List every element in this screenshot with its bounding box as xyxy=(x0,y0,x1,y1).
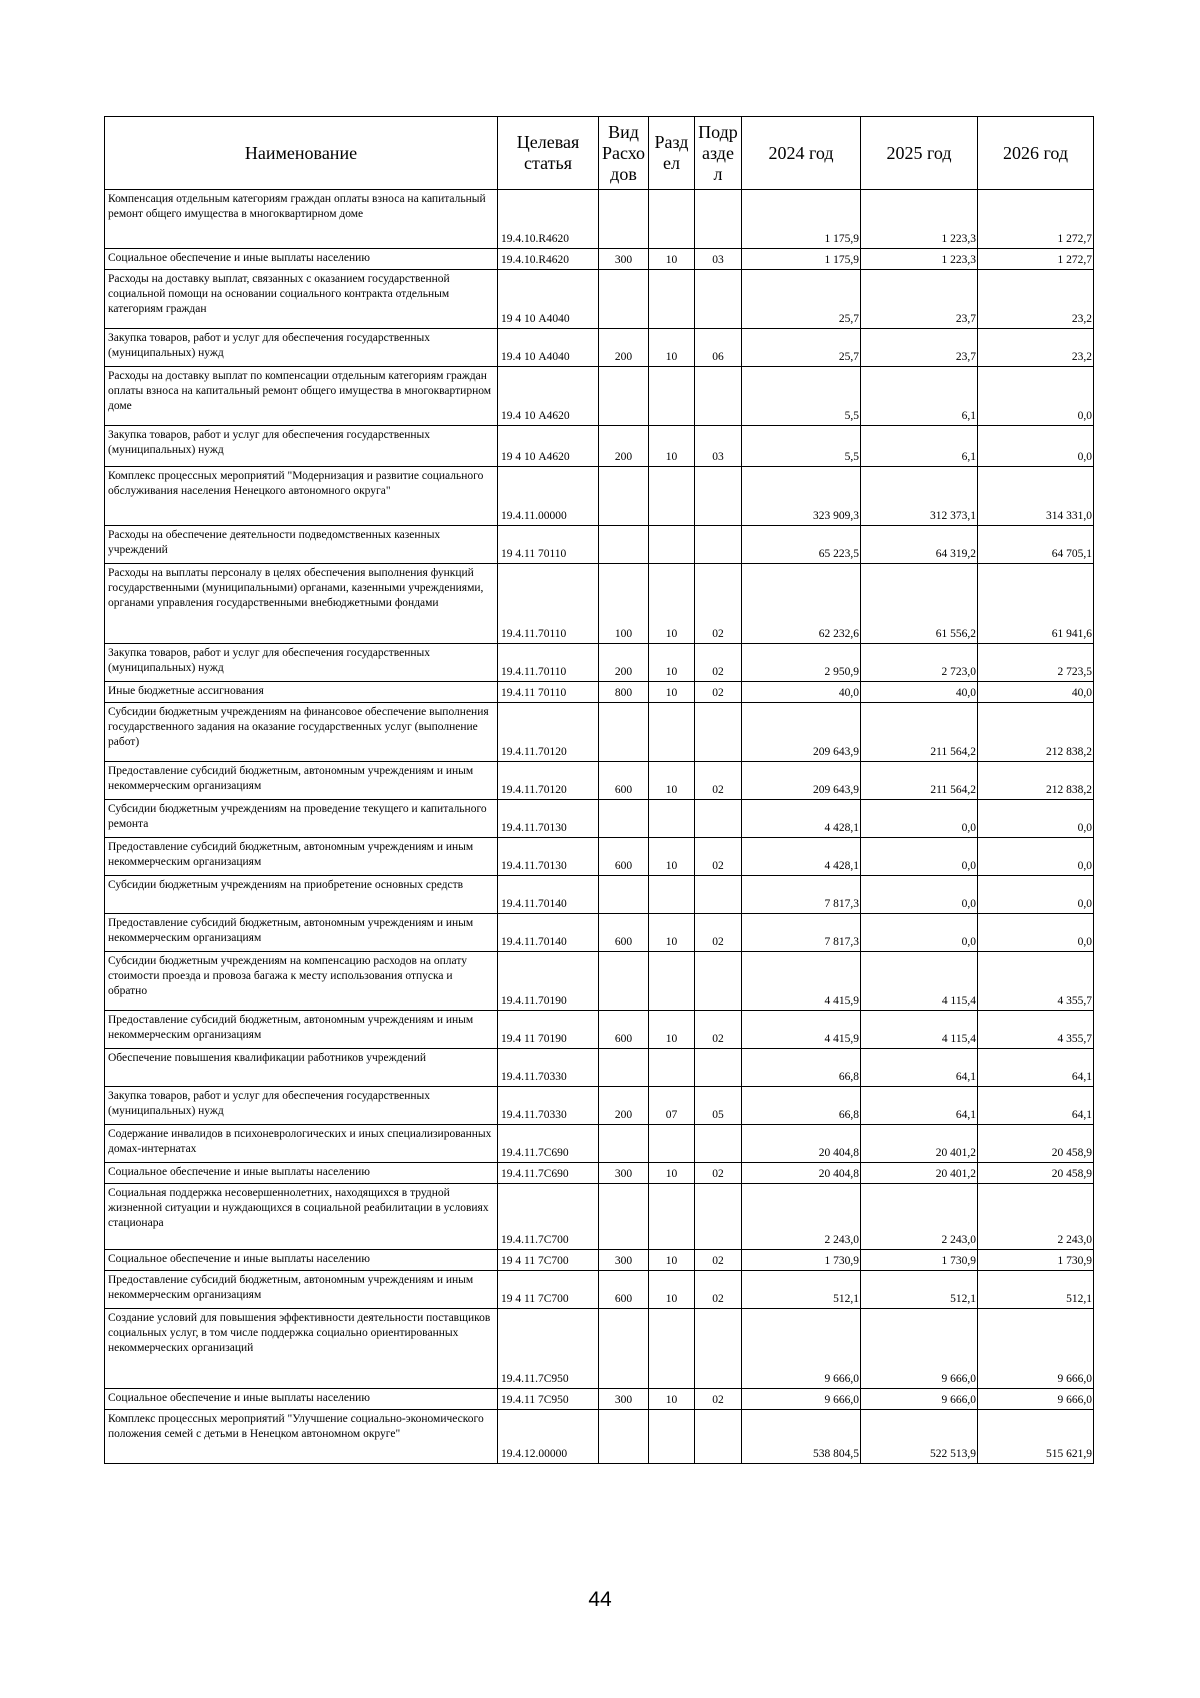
row-value-2026: 212 838,2 xyxy=(978,703,1094,762)
row-name: Субсидии бюджетным учреждениям на финансовое обеспечение выполнения государственного задания на оказание государственных услуг (выполнение работ) xyxy=(105,703,498,762)
row-value-2025: 2 243,0 xyxy=(861,1184,978,1250)
row-value-2025: 211 564,2 xyxy=(861,703,978,762)
table-row xyxy=(105,800,1094,838)
table-row xyxy=(105,1125,1094,1163)
row-value-2026: 20 458,9 xyxy=(978,1125,1094,1163)
row-target-article: 19.4.11.7С690 xyxy=(498,1163,599,1184)
row-target-article: 19 4 11 7С700 xyxy=(498,1271,599,1309)
row-value-2026: 23,2 xyxy=(978,329,1094,367)
row-section xyxy=(649,190,695,249)
row-value-2026: 515 621,9 xyxy=(978,1410,1094,1464)
row-target-article: 19.4.10.R4620 xyxy=(498,249,599,270)
row-name: Создание условий для повышения эффективности деятельности поставщиков социальных услуг, в том числе поддержка социально ориентированных некоммерческих организаций xyxy=(105,1309,498,1389)
row-target-article: 19.4.12.00000 xyxy=(498,1410,599,1464)
row-expense-type: 800 xyxy=(599,682,649,703)
row-value-2025: 0,0 xyxy=(861,838,978,876)
row-value-2026: 0,0 xyxy=(978,800,1094,838)
row-name: Социальное обеспечение и иные выплаты населению xyxy=(105,1250,498,1271)
row-value-2026: 64 705,1 xyxy=(978,526,1094,564)
row-subsection xyxy=(695,367,742,426)
row-subsection: 02 xyxy=(695,1250,742,1271)
table-row xyxy=(105,367,1094,426)
row-subsection: 03 xyxy=(695,249,742,270)
row-name: Закупка товаров, работ и услуг для обеспечения государственных (муниципальных) нужд xyxy=(105,644,498,682)
row-subsection: 02 xyxy=(695,914,742,952)
row-name: Содержание инвалидов в психоневрологических и иных специализированных домах-интернатах xyxy=(105,1125,498,1163)
row-target-article: 19.4 11 70190 xyxy=(498,1011,599,1049)
table-row xyxy=(105,1389,1094,1410)
row-value-2024: 2 243,0 xyxy=(742,1184,861,1250)
row-value-2024: 4 428,1 xyxy=(742,800,861,838)
row-section xyxy=(649,467,695,526)
row-section xyxy=(649,1125,695,1163)
row-target-article: 19.4.11.00000 xyxy=(498,467,599,526)
table-row xyxy=(105,467,1094,526)
row-name: Расходы на выплаты персоналу в целях обеспечения выполнения функций государственными (муниципальными) органами, казенными учреждениями, органами управления государственными внебюджетными фондами xyxy=(105,564,498,644)
row-name: Иные бюджетные ассигнования xyxy=(105,682,498,703)
row-value-2026: 4 355,7 xyxy=(978,952,1094,1011)
row-subsection xyxy=(695,467,742,526)
row-value-2026: 40,0 xyxy=(978,682,1094,703)
table-row xyxy=(105,1011,1094,1049)
row-section: 10 xyxy=(649,1250,695,1271)
row-value-2024: 1 730,9 xyxy=(742,1250,861,1271)
row-value-2025: 64 319,2 xyxy=(861,526,978,564)
table-row xyxy=(105,876,1094,914)
row-value-2025: 23,7 xyxy=(861,329,978,367)
row-value-2025: 9 666,0 xyxy=(861,1309,978,1389)
table-row xyxy=(105,1049,1094,1087)
table-row xyxy=(105,838,1094,876)
row-value-2024: 25,7 xyxy=(742,270,861,329)
row-target-article: 19 4 11 7С700 xyxy=(498,1250,599,1271)
row-expense-type xyxy=(599,270,649,329)
row-subsection xyxy=(695,800,742,838)
row-value-2025: 64,1 xyxy=(861,1049,978,1087)
row-section xyxy=(649,800,695,838)
header-year-2024: 2024 год xyxy=(742,117,861,190)
row-value-2025: 6,1 xyxy=(861,426,978,467)
row-value-2024: 65 223,5 xyxy=(742,526,861,564)
row-subsection xyxy=(695,952,742,1011)
row-value-2026: 0,0 xyxy=(978,838,1094,876)
row-expense-type: 100 xyxy=(599,564,649,644)
row-expense-type xyxy=(599,467,649,526)
header-subsection: Подр азде л xyxy=(695,117,742,190)
row-value-2026: 512,1 xyxy=(978,1271,1094,1309)
table-row xyxy=(105,703,1094,762)
row-expense-type: 300 xyxy=(599,1163,649,1184)
table-row xyxy=(105,526,1094,564)
row-target-article: 19 4 10 А4620 xyxy=(498,426,599,467)
row-name: Расходы на доставку выплат по компенсации отдельным категориям граждан оплаты взноса на капитальный ремонт общего имущества в многоквартирном доме xyxy=(105,367,498,426)
row-target-article: 19.4.11.70130 xyxy=(498,800,599,838)
row-name: Расходы на доставку выплат, связанных с оказанием государственной социальной помощи на основании социального контракта отдельным категориям граждан xyxy=(105,270,498,329)
row-name: Предоставление субсидий бюджетным, автономным учреждениям и иным некоммерческим организациям xyxy=(105,914,498,952)
row-value-2025: 312 373,1 xyxy=(861,467,978,526)
row-target-article: 19.4.11.70130 xyxy=(498,838,599,876)
row-value-2026: 9 666,0 xyxy=(978,1389,1094,1410)
row-value-2025: 9 666,0 xyxy=(861,1389,978,1410)
row-value-2026: 0,0 xyxy=(978,876,1094,914)
row-target-article: 19.4.11.7С700 xyxy=(498,1184,599,1250)
row-value-2026: 2 723,5 xyxy=(978,644,1094,682)
row-expense-type xyxy=(599,952,649,1011)
row-subsection xyxy=(695,190,742,249)
row-value-2025: 61 556,2 xyxy=(861,564,978,644)
table-row xyxy=(105,190,1094,249)
row-section: 10 xyxy=(649,564,695,644)
row-target-article: 19 4 10 А4040 xyxy=(498,270,599,329)
row-value-2024: 20 404,8 xyxy=(742,1125,861,1163)
row-value-2026: 0,0 xyxy=(978,426,1094,467)
row-section xyxy=(649,1049,695,1087)
table-row xyxy=(105,249,1094,270)
header-section: Разд ел xyxy=(649,117,695,190)
row-name: Субсидии бюджетным учреждениям на проведение текущего и капитального ремонта xyxy=(105,800,498,838)
row-value-2025: 20 401,2 xyxy=(861,1125,978,1163)
row-section xyxy=(649,526,695,564)
row-target-article: 19.4.11.7С690 xyxy=(498,1125,599,1163)
row-name: Предоставление субсидий бюджетным, автономным учреждениям и иным некоммерческим организациям xyxy=(105,1011,498,1049)
row-section xyxy=(649,1309,695,1389)
row-subsection xyxy=(695,876,742,914)
row-expense-type: 300 xyxy=(599,249,649,270)
row-value-2026: 0,0 xyxy=(978,914,1094,952)
row-expense-type: 600 xyxy=(599,1011,649,1049)
row-subsection: 02 xyxy=(695,564,742,644)
table-row xyxy=(105,1163,1094,1184)
budget-table xyxy=(104,116,1094,1464)
row-value-2024: 4 415,9 xyxy=(742,1011,861,1049)
row-value-2024: 66,8 xyxy=(742,1049,861,1087)
row-name: Социальная поддержка несовершеннолетних, находящихся в трудной жизненной ситуации и нуждающихся в социальной реабилитации в условиях стационара xyxy=(105,1184,498,1250)
row-subsection: 02 xyxy=(695,1389,742,1410)
row-name: Социальное обеспечение и иные выплаты населению xyxy=(105,1389,498,1410)
row-value-2024: 1 175,9 xyxy=(742,249,861,270)
row-value-2025: 23,7 xyxy=(861,270,978,329)
row-section xyxy=(649,1410,695,1464)
row-expense-type: 300 xyxy=(599,1250,649,1271)
row-subsection: 02 xyxy=(695,1163,742,1184)
row-expense-type xyxy=(599,876,649,914)
row-value-2024: 9 666,0 xyxy=(742,1309,861,1389)
table-row xyxy=(105,682,1094,703)
row-value-2025: 1 223,3 xyxy=(861,249,978,270)
row-subsection xyxy=(695,1125,742,1163)
row-expense-type xyxy=(599,703,649,762)
row-expense-type xyxy=(599,1125,649,1163)
row-subsection xyxy=(695,1309,742,1389)
table-row xyxy=(105,1184,1094,1250)
row-target-article: 19.4.10.R4620 xyxy=(498,190,599,249)
row-section: 07 xyxy=(649,1087,695,1125)
row-value-2026: 20 458,9 xyxy=(978,1163,1094,1184)
header-name: Наименование xyxy=(105,117,498,190)
row-target-article: 19 4.11 70110 xyxy=(498,526,599,564)
row-value-2025: 64,1 xyxy=(861,1087,978,1125)
row-target-article: 19.4.11.70140 xyxy=(498,914,599,952)
row-section: 10 xyxy=(649,682,695,703)
row-section xyxy=(649,703,695,762)
row-value-2025: 522 513,9 xyxy=(861,1410,978,1464)
table-row xyxy=(105,1410,1094,1464)
row-expense-type: 600 xyxy=(599,838,649,876)
row-value-2025: 512,1 xyxy=(861,1271,978,1309)
row-value-2025: 4 115,4 xyxy=(861,952,978,1011)
row-expense-type: 600 xyxy=(599,762,649,800)
row-target-article: 19.4.11.7С950 xyxy=(498,1309,599,1389)
row-value-2025: 2 723,0 xyxy=(861,644,978,682)
row-target-article: 19.4.11.70110 xyxy=(498,564,599,644)
row-value-2025: 20 401,2 xyxy=(861,1163,978,1184)
row-expense-type: 300 xyxy=(599,1389,649,1410)
row-value-2026: 23,2 xyxy=(978,270,1094,329)
row-section: 10 xyxy=(649,914,695,952)
row-expense-type: 200 xyxy=(599,1087,649,1125)
row-name: Социальное обеспечение и иные выплаты населению xyxy=(105,249,498,270)
row-section xyxy=(649,1184,695,1250)
row-subsection xyxy=(695,703,742,762)
row-value-2024: 1 175,9 xyxy=(742,190,861,249)
row-value-2026: 4 355,7 xyxy=(978,1011,1094,1049)
row-value-2024: 7 817,3 xyxy=(742,876,861,914)
row-expense-type: 200 xyxy=(599,644,649,682)
row-value-2024: 209 643,9 xyxy=(742,703,861,762)
row-value-2026: 0,0 xyxy=(978,367,1094,426)
table-row xyxy=(105,564,1094,644)
row-section: 10 xyxy=(649,1163,695,1184)
row-expense-type xyxy=(599,190,649,249)
row-target-article: 19.4.11.70190 xyxy=(498,952,599,1011)
row-section: 10 xyxy=(649,644,695,682)
row-name: Субсидии бюджетным учреждениям на приобретение основных средств xyxy=(105,876,498,914)
table-row xyxy=(105,270,1094,329)
row-section: 10 xyxy=(649,1271,695,1309)
row-value-2025: 211 564,2 xyxy=(861,762,978,800)
row-subsection: 05 xyxy=(695,1087,742,1125)
row-subsection: 02 xyxy=(695,1271,742,1309)
row-section: 10 xyxy=(649,249,695,270)
row-expense-type xyxy=(599,1049,649,1087)
row-section xyxy=(649,367,695,426)
row-value-2026: 314 331,0 xyxy=(978,467,1094,526)
row-value-2024: 323 909,3 xyxy=(742,467,861,526)
row-name: Обеспечение повышения квалификации работников учреждений xyxy=(105,1049,498,1087)
row-expense-type: 200 xyxy=(599,426,649,467)
table-row xyxy=(105,952,1094,1011)
header-target-article: Целевая статья xyxy=(498,117,599,190)
row-target-article: 19.4.11.70140 xyxy=(498,876,599,914)
row-expense-type xyxy=(599,1309,649,1389)
row-value-2025: 40,0 xyxy=(861,682,978,703)
row-value-2025: 4 115,4 xyxy=(861,1011,978,1049)
table-header xyxy=(105,117,1094,190)
row-value-2025: 0,0 xyxy=(861,800,978,838)
row-section: 10 xyxy=(649,426,695,467)
row-subsection xyxy=(695,1184,742,1250)
table-row xyxy=(105,1250,1094,1271)
row-value-2026: 64,1 xyxy=(978,1087,1094,1125)
row-value-2026: 2 243,0 xyxy=(978,1184,1094,1250)
row-subsection: 02 xyxy=(695,762,742,800)
row-section: 10 xyxy=(649,838,695,876)
row-section xyxy=(649,952,695,1011)
row-subsection xyxy=(695,270,742,329)
row-value-2024: 9 666,0 xyxy=(742,1389,861,1410)
row-value-2025: 1 730,9 xyxy=(861,1250,978,1271)
row-value-2024: 62 232,6 xyxy=(742,564,861,644)
table-row xyxy=(105,644,1094,682)
row-value-2024: 66,8 xyxy=(742,1087,861,1125)
row-section: 10 xyxy=(649,1011,695,1049)
row-value-2024: 20 404,8 xyxy=(742,1163,861,1184)
row-value-2024: 2 950,9 xyxy=(742,644,861,682)
row-value-2024: 7 817,3 xyxy=(742,914,861,952)
row-subsection: 02 xyxy=(695,1011,742,1049)
row-name: Компенсация отдельным категориям граждан оплаты взноса на капитальный ремонт общего имущества в многоквартирном доме xyxy=(105,190,498,249)
row-value-2024: 5,5 xyxy=(742,367,861,426)
row-value-2024: 538 804,5 xyxy=(742,1410,861,1464)
row-name: Предоставление субсидий бюджетным, автономным учреждениям и иным некоммерческим организациям xyxy=(105,838,498,876)
row-value-2026: 1 272,7 xyxy=(978,190,1094,249)
row-section: 10 xyxy=(649,1389,695,1410)
row-expense-type xyxy=(599,526,649,564)
table-row xyxy=(105,1087,1094,1125)
row-expense-type xyxy=(599,367,649,426)
row-value-2024: 25,7 xyxy=(742,329,861,367)
row-target-article: 19.4.11.70110 xyxy=(498,644,599,682)
row-value-2026: 1 730,9 xyxy=(978,1250,1094,1271)
row-value-2024: 512,1 xyxy=(742,1271,861,1309)
row-value-2025: 0,0 xyxy=(861,914,978,952)
table-row xyxy=(105,329,1094,367)
row-value-2026: 61 941,6 xyxy=(978,564,1094,644)
row-subsection xyxy=(695,1410,742,1464)
row-subsection xyxy=(695,526,742,564)
row-name: Закупка товаров, работ и услуг для обеспечения государственных (муниципальных) нужд xyxy=(105,1087,498,1125)
row-value-2025: 0,0 xyxy=(861,876,978,914)
row-subsection xyxy=(695,1049,742,1087)
table-row xyxy=(105,914,1094,952)
row-expense-type: 600 xyxy=(599,1271,649,1309)
row-name: Субсидии бюджетным учреждениям на компенсацию расходов на оплату стоимости проезда и провоза багажа к месту использования отпуска и обратно xyxy=(105,952,498,1011)
row-value-2026: 64,1 xyxy=(978,1049,1094,1087)
row-name: Расходы на обеспечение деятельности подведомственных казенных учреждений xyxy=(105,526,498,564)
header-expense-type: Вид Расхо дов xyxy=(599,117,649,190)
row-value-2024: 4 428,1 xyxy=(742,838,861,876)
header-year-2026: 2026 год xyxy=(978,117,1094,190)
row-section xyxy=(649,876,695,914)
row-value-2024: 4 415,9 xyxy=(742,952,861,1011)
row-value-2024: 5,5 xyxy=(742,426,861,467)
row-value-2024: 209 643,9 xyxy=(742,762,861,800)
row-expense-type: 200 xyxy=(599,329,649,367)
row-target-article: 19.4.11.70120 xyxy=(498,703,599,762)
row-name: Предоставление субсидий бюджетным, автономным учреждениям и иным некоммерческим организациям xyxy=(105,762,498,800)
row-expense-type xyxy=(599,1410,649,1464)
row-section: 10 xyxy=(649,329,695,367)
table-row xyxy=(105,1309,1094,1389)
row-value-2026: 1 272,7 xyxy=(978,249,1094,270)
row-name: Комплекс процессных мероприятий "Улучшение социально-экономического положения семей с детьми в Ненецком автономном округе" xyxy=(105,1410,498,1464)
row-name: Закупка товаров, работ и услуг для обеспечения государственных (муниципальных) нужд xyxy=(105,426,498,467)
row-subsection: 02 xyxy=(695,838,742,876)
table-body xyxy=(105,190,1094,1464)
row-target-article: 19.4.11.70330 xyxy=(498,1049,599,1087)
row-value-2026: 212 838,2 xyxy=(978,762,1094,800)
row-target-article: 19.4 10 А4040 xyxy=(498,329,599,367)
row-target-article: 19.4.11.70330 xyxy=(498,1087,599,1125)
table-row xyxy=(105,762,1094,800)
row-expense-type xyxy=(599,800,649,838)
row-subsection: 03 xyxy=(695,426,742,467)
row-value-2025: 1 223,3 xyxy=(861,190,978,249)
row-name: Закупка товаров, работ и услуг для обеспечения государственных (муниципальных) нужд xyxy=(105,329,498,367)
header-year-2025: 2025 год xyxy=(861,117,978,190)
row-target-article: 19.4 10 А4620 xyxy=(498,367,599,426)
row-subsection: 02 xyxy=(695,682,742,703)
table-row xyxy=(105,1271,1094,1309)
row-value-2025: 6,1 xyxy=(861,367,978,426)
row-subsection: 06 xyxy=(695,329,742,367)
row-subsection: 02 xyxy=(695,644,742,682)
row-value-2024: 40,0 xyxy=(742,682,861,703)
row-section xyxy=(649,270,695,329)
row-value-2026: 9 666,0 xyxy=(978,1309,1094,1389)
table-row xyxy=(105,426,1094,467)
row-expense-type xyxy=(599,1184,649,1250)
row-name: Социальное обеспечение и иные выплаты населению xyxy=(105,1163,498,1184)
row-target-article: 19.4.11 70110 xyxy=(498,682,599,703)
row-name: Комплекс процессных мероприятий "Модернизация и развитие социального обслуживания населения Ненецкого автономного округа" xyxy=(105,467,498,526)
page-number: 44 xyxy=(588,1588,612,1611)
row-expense-type: 600 xyxy=(599,914,649,952)
row-section: 10 xyxy=(649,762,695,800)
row-target-article: 19.4.11 7С950 xyxy=(498,1389,599,1410)
row-name: Предоставление субсидий бюджетным, автономным учреждениям и иным некоммерческим организациям xyxy=(105,1271,498,1309)
row-target-article: 19.4.11.70120 xyxy=(498,762,599,800)
